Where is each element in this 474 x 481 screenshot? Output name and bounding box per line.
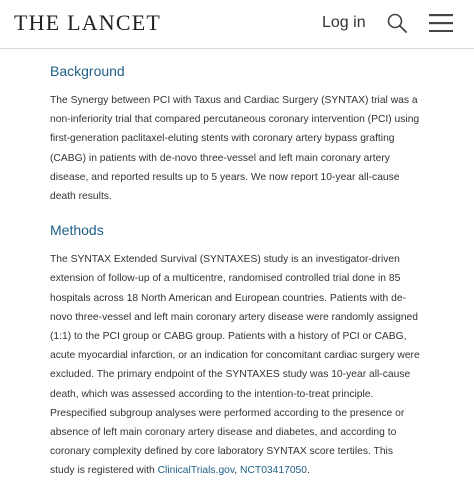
site-header [0, 0, 474, 49]
methods-heading: Methods [50, 222, 104, 239]
login-link[interactable]: Log in [322, 14, 366, 31]
abstract-content [50, 58, 420, 481]
hamburger-menu-icon[interactable] [429, 14, 453, 32]
methods-end: . [307, 465, 310, 477]
methods-paragraph [50, 250, 420, 480]
nct-registration-link[interactable]: NCT03417050 [240, 465, 308, 477]
lancet-logo[interactable]: THE LANCET [14, 10, 162, 35]
clinicaltrials-link[interactable]: ClinicalTrials.gov [157, 465, 235, 477]
search-icon[interactable] [386, 12, 408, 34]
link-separator: , [234, 465, 241, 477]
background-heading: Background [50, 63, 125, 79]
background-paragraph: The Synergy between PCI with Taxus and Cardiac Surgery (SYNTAX) trial was a non-inferiority trial that compared percutaneous coronary intervention (PCI) using first-generation paclitaxel-eluting stents with coronary artery bypass grafting (CABG) in patients with de-novo three-vessel and left main coronary artery disease, and reported results up to 5 years. We now report 10-year all-cause death results. [50, 95, 420, 203]
methods-text: The SYNTAX Extended Survival (SYNTAXES) study is an investigator-driven extension of follow-up of a multicentre, randomised controlled trial done in 85 hospitals across 18 North American and European countries. Patients with de-novo three-vessel and left main coronary artery disease were randomly assigned (1:1) to the PCI group or CABG group. Patients with a history of PCI or CABG, acute myocardial infarction, or an indication for concomitant cardiac surgery were excluded. The primary endpoint of the SYNTAXES study was 10-year all-cause death, which was assessed according to the intention-to-treat principle. Prespecified subgroup analyses were performed according to the presence or absence of left main coronary artery disease and diabetes, and according to coronary complexity defined by core laboratory SYNTAX score tertiles. This study is registered with [50, 254, 420, 477]
